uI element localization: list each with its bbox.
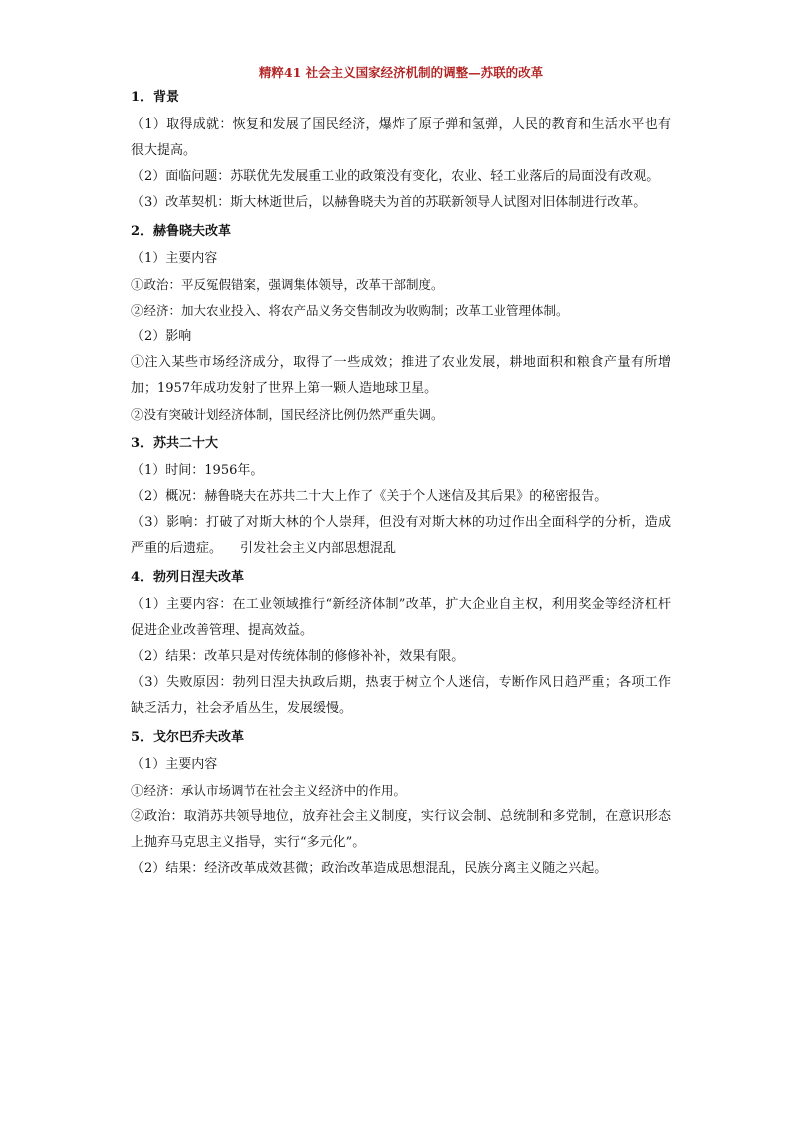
- paragraph: （2）面临问题：苏联优先发展重工业的政策没有变化，农业、轻工业落后的局面没有改观。: [131, 169, 660, 184]
- paragraph: ①注入某些市场经济成分，取得了一些成效；推进了农业发展，耕地面积和粮食产量有所增加；1957年成功发射了世界上第一颗人造地球卫星。: [131, 355, 671, 396]
- section-khrushchev-reform: [131, 222, 671, 428]
- paragraph: （1）取得成就：恢复和发展了国民经济，爆炸了原子弹和氢弹，人民的教育和生活水平也有很大提高。: [131, 117, 671, 158]
- subheading: （2）影响: [131, 329, 192, 344]
- paragraph: （1）主要内容：在工业领域推行“新经济体制”改革，扩大企业自主权，利用奖金等经济杠杆促进企业改善管理、提高效益。: [131, 597, 671, 638]
- paragraph: ②没有突破计划经济体制，国民经济比例仍然严重失调。: [131, 407, 444, 422]
- paragraph: （2）概况：赫鲁晓夫在苏共二十大上作了《关于个人迷信及其后果》的秘密报告。: [131, 489, 608, 504]
- section-20th-congress: [131, 434, 671, 562]
- section-background: [131, 88, 671, 216]
- paragraph: （1）时间：1956年。: [131, 463, 264, 478]
- document-page: [131, 64, 671, 882]
- paragraph: ②政治：取消苏共领导地位，放弃社会主义制度，实行议会制、总统制和多党制，在意识形态上抛弃马克思主义指导，实行“多元化”。: [131, 809, 671, 850]
- paragraph: [131, 510, 671, 562]
- section-heading: 2．赫鲁晓夫改革: [131, 224, 232, 239]
- paragraph: （2）结果：经济改革成效甚微；政治改革造成思想混乱，民族分离主义随之兴起。: [131, 861, 608, 876]
- section-heading: 5．戈尔巴乔夫改革: [131, 730, 245, 745]
- section-brezhnev-reform: [131, 568, 671, 722]
- paragraph: （3）改革契机：斯大林逝世后，以赫鲁晓夫为首的苏联新领导人试图对旧体制进行改革。: [131, 195, 647, 210]
- section-heading: 3．苏共二十大: [131, 436, 219, 451]
- paragraph: ①政治：平反冤假错案，强调集体领导，改革干部制度。: [131, 277, 444, 292]
- paragraph: （3）失败原因：勃列日涅夫执政后期，热衷于树立个人迷信，专断作风日趋严重；各项工作缺乏活力，社会矛盾丛生，发展缓慢。: [131, 675, 671, 716]
- section-heading: 1．背景: [131, 90, 180, 105]
- section-gorbachev-reform: [131, 728, 671, 882]
- subheading: （1）主要内容: [131, 757, 218, 772]
- paragraph: ①经济：承认市场调节在社会主义经济中的作用。: [131, 783, 407, 798]
- section-heading: 4．勃列日涅夫改革: [131, 570, 245, 585]
- paragraph: （2）结果：改革只是对传统体制的修修补补，效果有限。: [131, 649, 465, 664]
- paragraph-note: 引发社会主义内部思想混乱: [240, 541, 397, 556]
- subheading: （1）主要内容: [131, 251, 218, 266]
- document-title: 精粹41 社会主义国家经济机制的调整—苏联的改革: [258, 65, 544, 80]
- paragraph: ②经济：加大农业投入、将农产品义务交售制改为收购制；改革工业管理体制。: [131, 303, 569, 318]
- paragraph-text: （3）影响：打破了对斯大林的个人崇拜，但没有对斯大林的功过作出全面科学的分析，造成严重的后遗症。: [131, 515, 671, 556]
